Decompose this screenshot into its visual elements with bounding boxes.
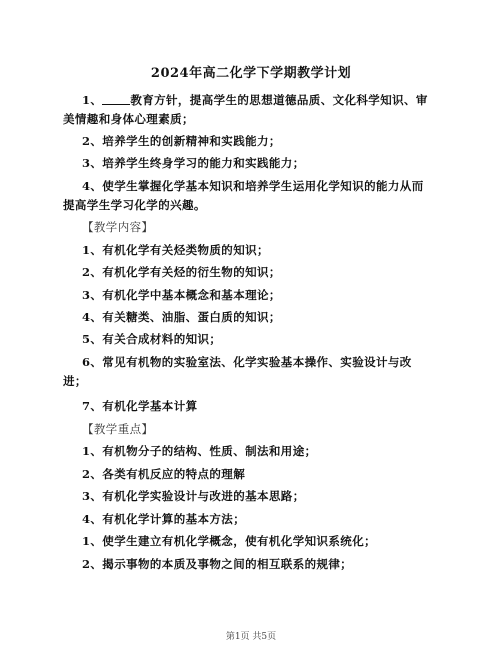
goal-2: 2、培养学生的创新精神和实践能力； [82, 134, 281, 148]
goal-1-continued: 美情趣和身体心理素质； [63, 112, 194, 126]
content-item-6-continued: 进； [63, 374, 87, 388]
document-title: 2024年高二化学下学期教学计划 [150, 66, 352, 81]
content-item-7: 7、有机化学基本计算 [82, 399, 198, 413]
focus-item-3: 3、有机化学实验设计与改进的基本思路； [82, 489, 305, 503]
content-item-3: 3、有机化学中基本概念和基本理论； [82, 288, 281, 302]
content-item-4: 4、有关糖类、油脂、蛋白质的知识； [82, 310, 281, 324]
goal-1 [82, 92, 442, 108]
focus-item-5: 1、使学生建立有机化学概念，使有机化学知识系统化； [82, 534, 376, 548]
goal-1-number: 1、 [82, 93, 103, 107]
focus-item-1: 1、有机物分子的结构、性质、制法和用途； [82, 444, 317, 458]
content-item-6: 6、常见有机物的实验室法、化学实验基本操作、实验设计与改 [82, 355, 412, 369]
page-footer: 第1页 共5页 [225, 632, 277, 642]
content-item-1: 1、有机化学有关烃类物质的知识； [82, 243, 269, 257]
content-item-5: 5、有关合成材料的知识； [82, 332, 222, 346]
section-heading-content: 【教学内容】 [82, 220, 154, 234]
content-item-2: 2、有机化学有关烃的衍生物的知识； [82, 265, 281, 279]
blank-underline [102, 94, 130, 105]
focus-item-6: 2、揭示事物的本质及事物之间的相互联系的规律； [82, 557, 353, 571]
goal-3: 3、培养学生终身学习的能力和实践能力； [82, 156, 305, 170]
goal-4: 4、使学生掌握化学基本知识和培养学生运用化学知识的能力从而 [82, 179, 424, 193]
focus-item-4: 4、有机化学计算的基本方法； [82, 512, 246, 526]
goal-1-text: 教育方针，提高学生的思想道德品质、文化科学知识、审 [130, 93, 428, 107]
section-heading-focus: 【教学重点】 [82, 422, 154, 436]
goal-4-continued: 提高学生学习化学的兴趣。 [63, 198, 206, 212]
focus-item-2: 2、各类有机反应的特点的理解 [82, 467, 246, 481]
